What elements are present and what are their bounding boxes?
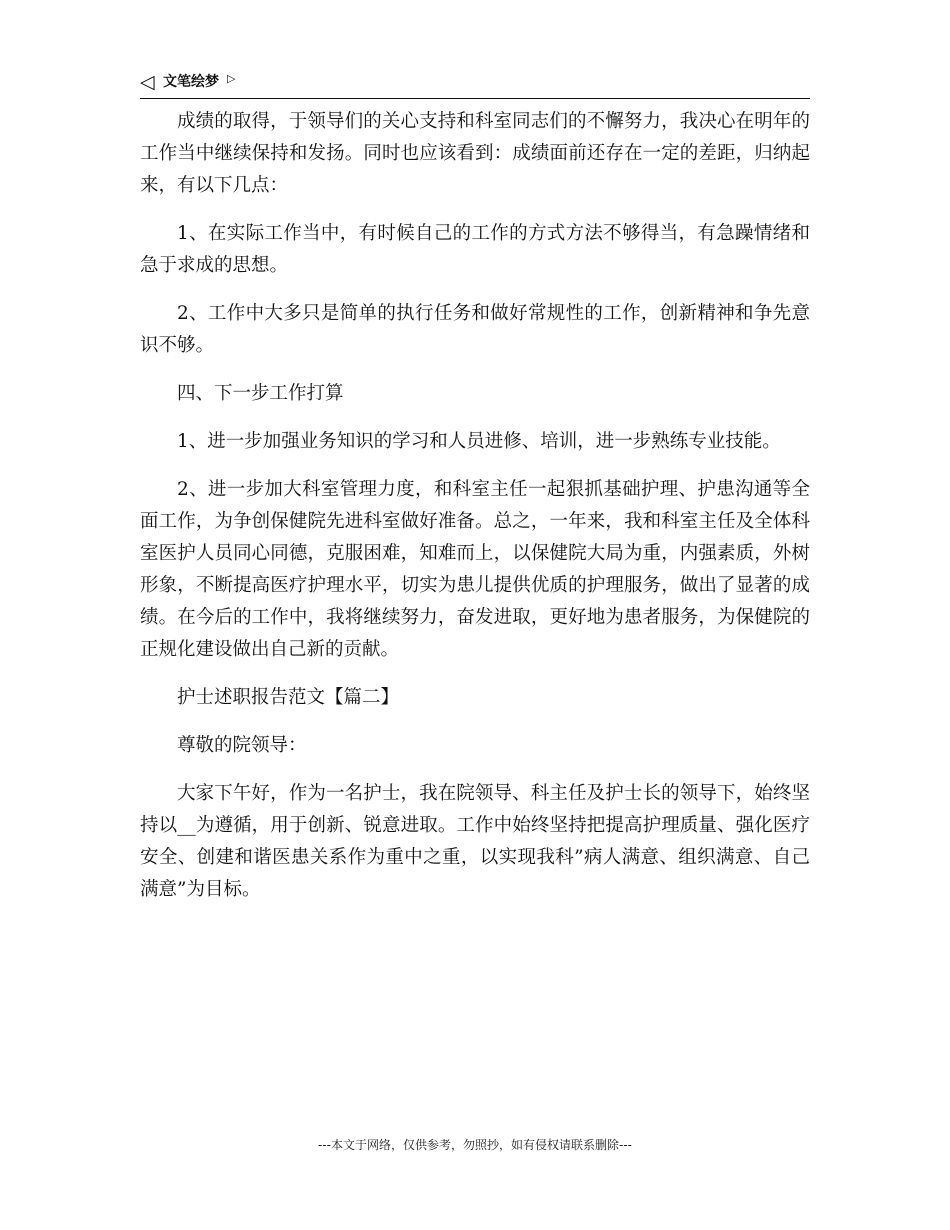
paragraph-5: 1、进一步加强业务知识的学习和人员进修、培训，进一步熟练专业技能。 [177,431,781,452]
paragraph-9: 大家下午好，作为一名护士，我在院领导、科主任及护士长的领导下，始终坚持以__为遵循，用于创新、锐意进取。工作中始终坚持把提高护理质量、强化医疗安全、创建和谐医患关系作为重中之重，以实现我科”病人满意、组织满意、自己满意”为目标。 [140,783,810,900]
document-body [140,106,810,922]
paragraph-3: 2、工作中大多只是简单的执行任务和做好常规性的工作，创新精神和争先意识不够。 [140,303,810,356]
paragraph-6: 2、进一步加大科室管理力度，和科室主任一起狠抓基础护理、护患沟通等全面工作，为争创保健院先进科室做好准备。总之，一年来，我和科室主任及全体科室医护人员同心同德，克服困难，知难而上，以保健院大局为重，内强素质，外树形象，不断提高医疗护理水平，切实为患儿提供优质的护理服务，做出了显著的成绩。在今后的工作中，我将继续努力，奋发进取，更好地为患者服务，为保健院的正规化建设做出自己新的贡献。 [140,479,810,660]
article-title-part-two: 护士述职报告范文【篇二】 [177,687,400,708]
paragraph-2: 1、在实际工作当中，有时候自己的工作的方式方法不够得当，有急躁情绪和急于求成的思想。 [140,223,810,276]
page-header [140,70,810,99]
paragraph-1: 成绩的取得，于领导们的关心支持和科室同志们的不懈努力，我决心在明年的工作当中继续保持和发扬。同时也应该看到：成绩面前还存在一定的差距，归纳起来，有以下几点： [140,111,810,196]
right-triangle-icon: ▷ [227,72,236,85]
header-brand: 文笔绘梦 [163,74,219,90]
salutation: 尊敬的院领导： [177,735,307,756]
section-heading-next-steps: 四、下一步工作打算 [177,383,344,404]
footer-notice: ---本文于网络，仅供参考，勿照抄，如有侵权请联系删除--- [318,1138,632,1152]
left-triangle-icon: ◁ [140,71,155,93]
